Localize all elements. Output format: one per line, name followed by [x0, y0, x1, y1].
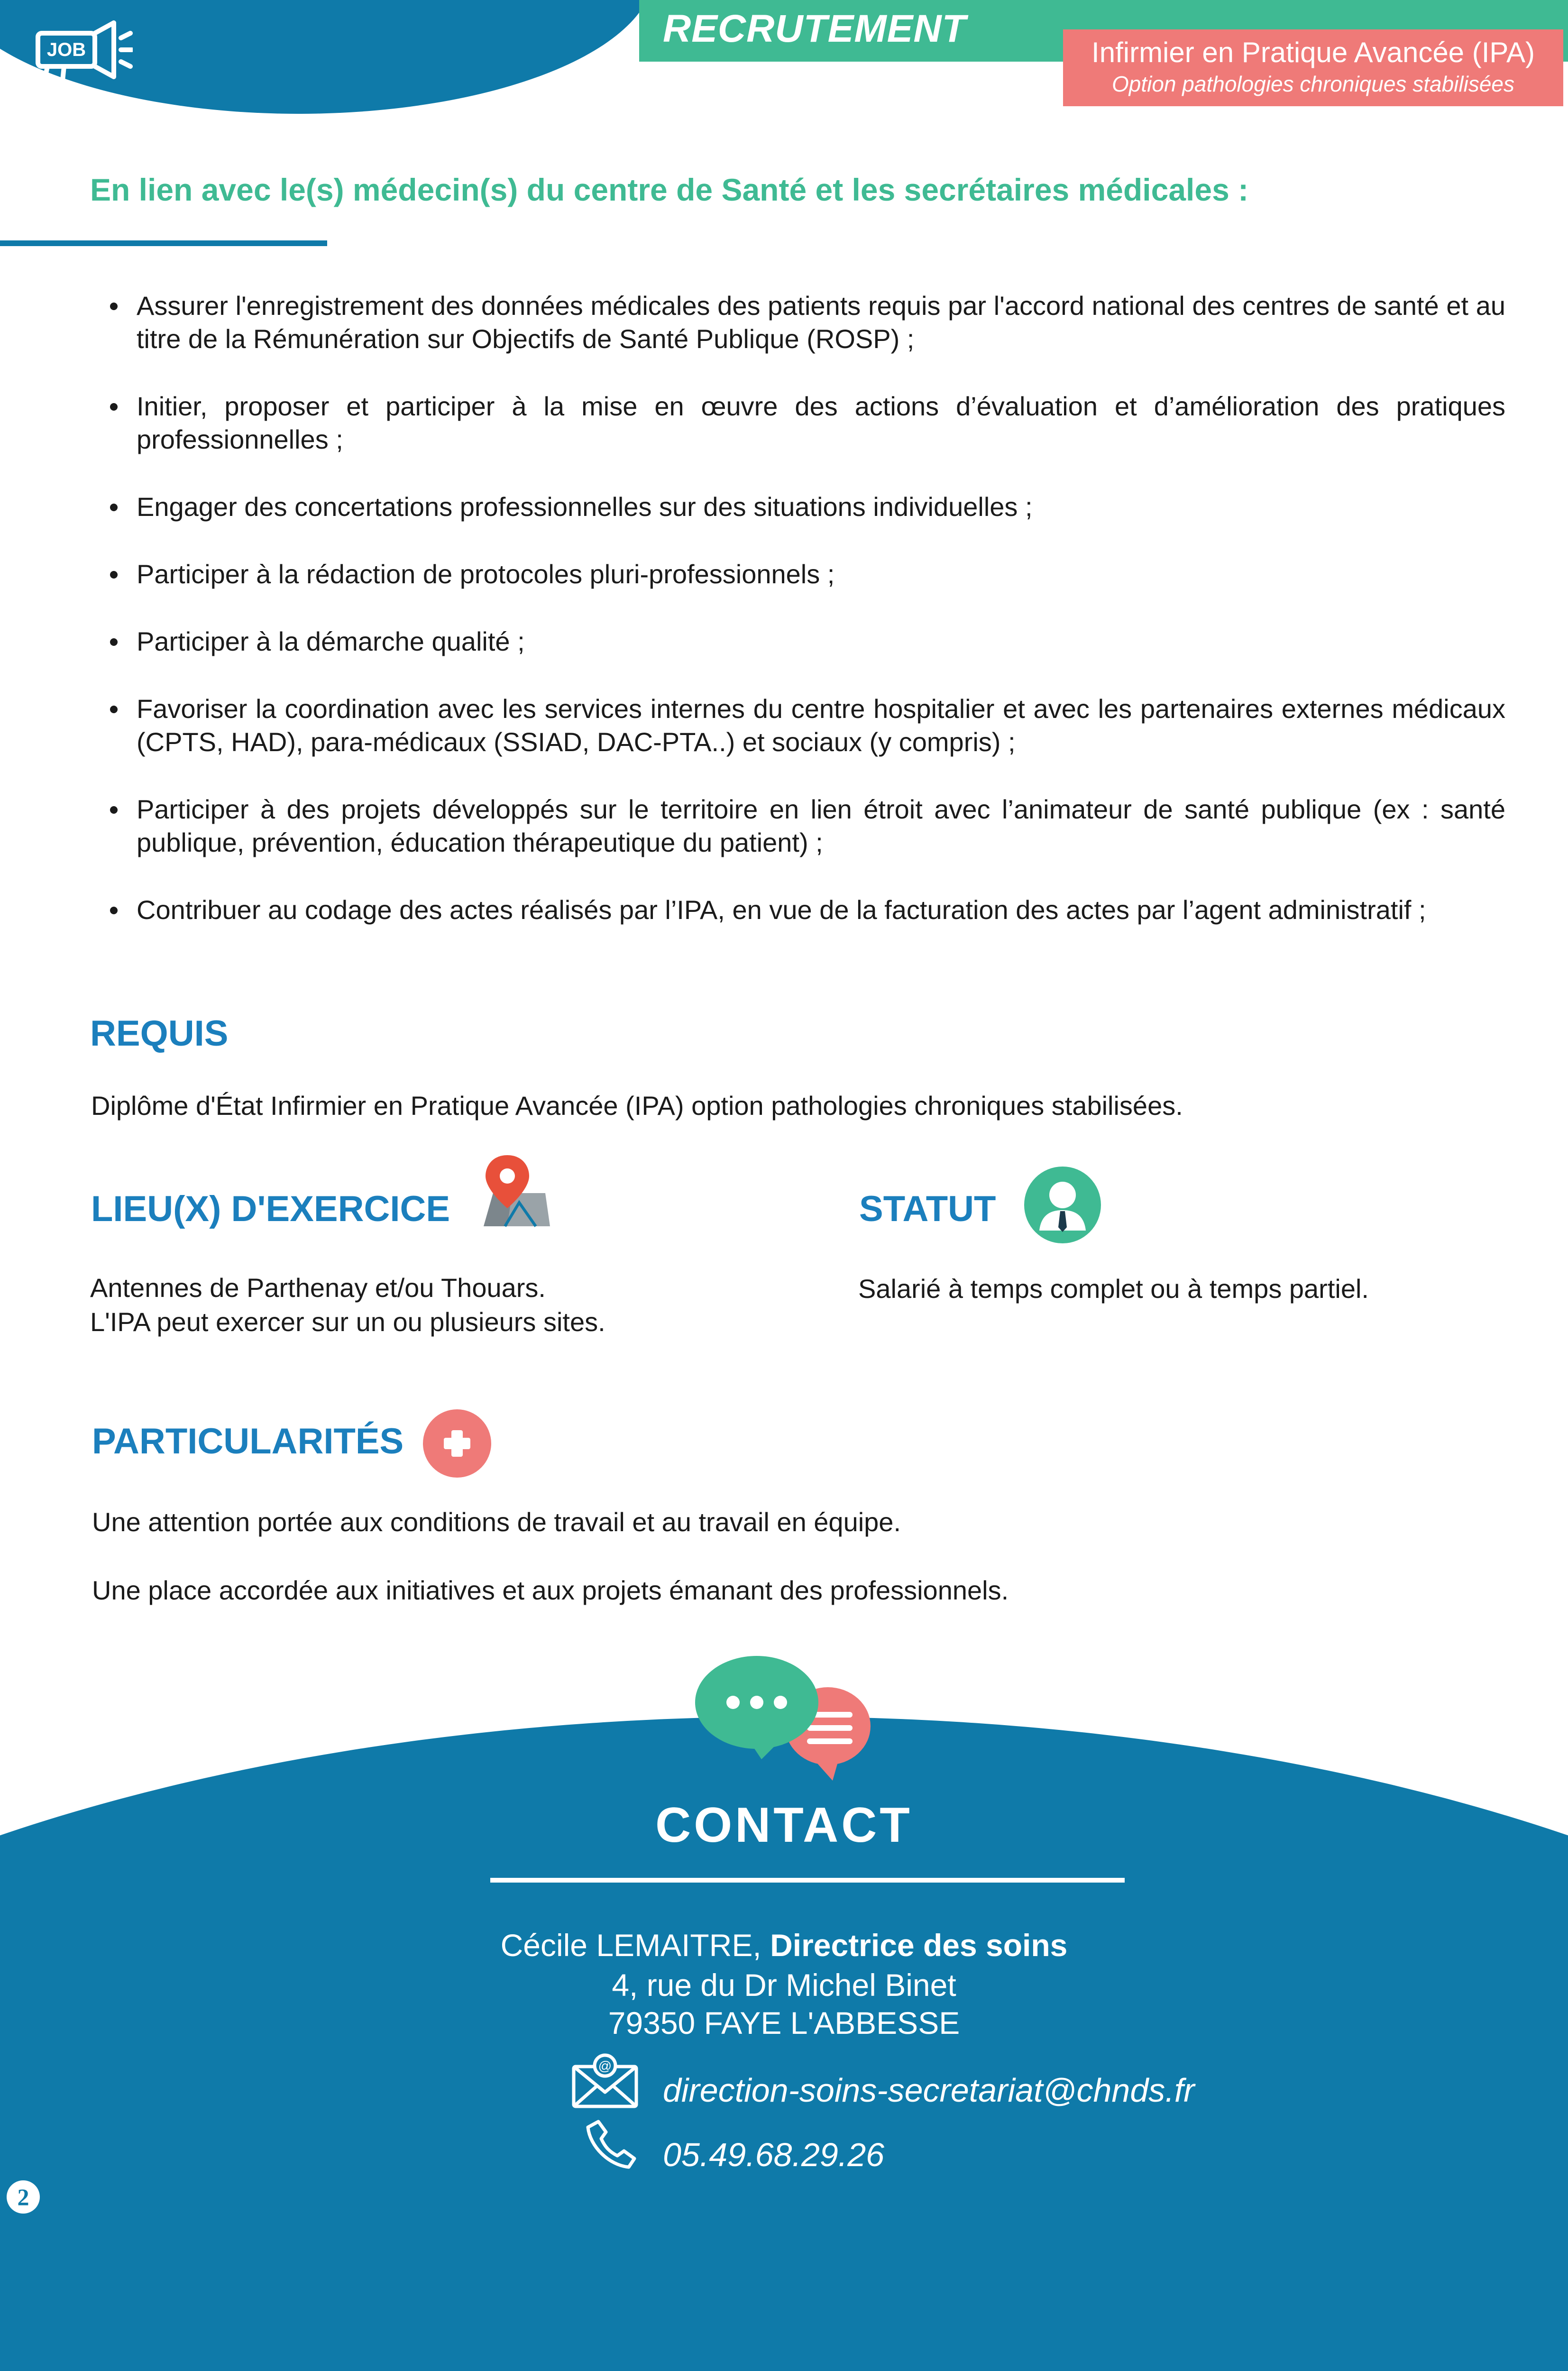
contact-role: Directrice des soins: [770, 1928, 1068, 1963]
email-icon: [571, 2052, 639, 2109]
contact-address-2: 79350 FAYE L'ABBESSE: [608, 2005, 960, 2040]
svg-text:@: @: [598, 2059, 612, 2073]
recruitment-label: RECRUTEMENT: [663, 7, 966, 50]
missions-list: [90, 289, 1505, 961]
plus-icon: [423, 1409, 491, 1478]
particularites-heading: PARTICULARITÉS: [92, 1421, 404, 1461]
list-item: Initier, proposer et participer à la mise en œuvre des actions d’évaluation et d’amélioration des pratiques professionnelles ;: [90, 390, 1505, 456]
position-subtitle: Option pathologies chroniques stabilisées: [1112, 72, 1514, 96]
section-heading: En lien avec le(s) médecin(s) du centre de Santé et les secrétaires médicales :: [90, 172, 1249, 207]
contact-underline: [490, 1878, 1125, 1883]
section-underline: [0, 240, 327, 246]
list-item: Favoriser la coordination avec les services internes du centre hospitalier et avec les partenaires externes médicaux (CPTS, HAD), para-médicaux (SSIAD, DAC-PTA..) et sociaux (y compris) ;: [90, 692, 1505, 759]
contact-name: Cécile LEMAITRE,: [500, 1928, 770, 1963]
list-item: Participer à la démarche qualité ;: [90, 625, 1505, 658]
user-icon: [1024, 1167, 1101, 1243]
list-item: Participer à des projets développés sur le territoire en lien étroit avec l’animateur de santé publique (ex : santé publique, prévention, éducation thérapeutique du patient) ;: [90, 793, 1505, 859]
contact-phone[interactable]: 05.49.68.29.26: [663, 2136, 885, 2173]
contact-name-line: [0, 1927, 1568, 1963]
contact-email[interactable]: direction-soins-secretariat@chnds.fr: [663, 2072, 1195, 2109]
requis-heading: REQUIS: [90, 1013, 229, 1054]
contact-heading: CONTACT: [655, 1798, 913, 1853]
lieu-heading: LIEU(X) D'EXERCICE: [91, 1189, 450, 1229]
position-box: [1063, 29, 1563, 106]
map-pin-icon: [479, 1155, 550, 1231]
requis-text: Diplôme d'État Infirmier en Pratique Avancée (IPA) option pathologies chroniques stabilisées.: [91, 1091, 1183, 1121]
phone-icon: [585, 2118, 637, 2170]
position-title: Infirmier en Pratique Avancée (IPA): [1091, 37, 1535, 68]
page-number: 2: [7, 2180, 40, 2214]
lieu-line-2: L'IPA peut exercer sur un ou plusieurs sites.: [90, 1307, 605, 1337]
chat-bubbles-icon: [695, 1655, 875, 1783]
statut-heading: STATUT: [859, 1189, 996, 1229]
megaphone-icon: [19, 19, 133, 104]
contact-address-1: 4, rue du Dr Michel Binet: [612, 1967, 956, 2003]
list-item: Participer à la rédaction de protocoles pluri-professionnels ;: [90, 558, 1505, 591]
lieu-line-1: Antennes de Parthenay et/ou Thouars.: [90, 1273, 546, 1303]
list-item: Assurer l'enregistrement des données médicales des patients requis par l'accord national des centres de santé et au titre de la Rémunération sur Objectifs de Santé Publique (ROSP) ;: [90, 289, 1505, 356]
particularites-line-2: Une place accordée aux initiatives et aux projets émanant des professionnels.: [92, 1575, 1009, 1605]
list-item: Engager des concertations professionnelles sur des situations individuelles ;: [90, 490, 1505, 524]
list-item: Contribuer au codage des actes réalisés par l’IPA, en vue de la facturation des actes par l’agent administratif ;: [90, 893, 1505, 927]
particularites-line-1: Une attention portée aux conditions de travail et au travail en équipe.: [92, 1507, 901, 1537]
svg-text:JOB: JOB: [46, 39, 86, 60]
statut-text: Salarié à temps complet ou à temps partiel.: [858, 1274, 1369, 1304]
